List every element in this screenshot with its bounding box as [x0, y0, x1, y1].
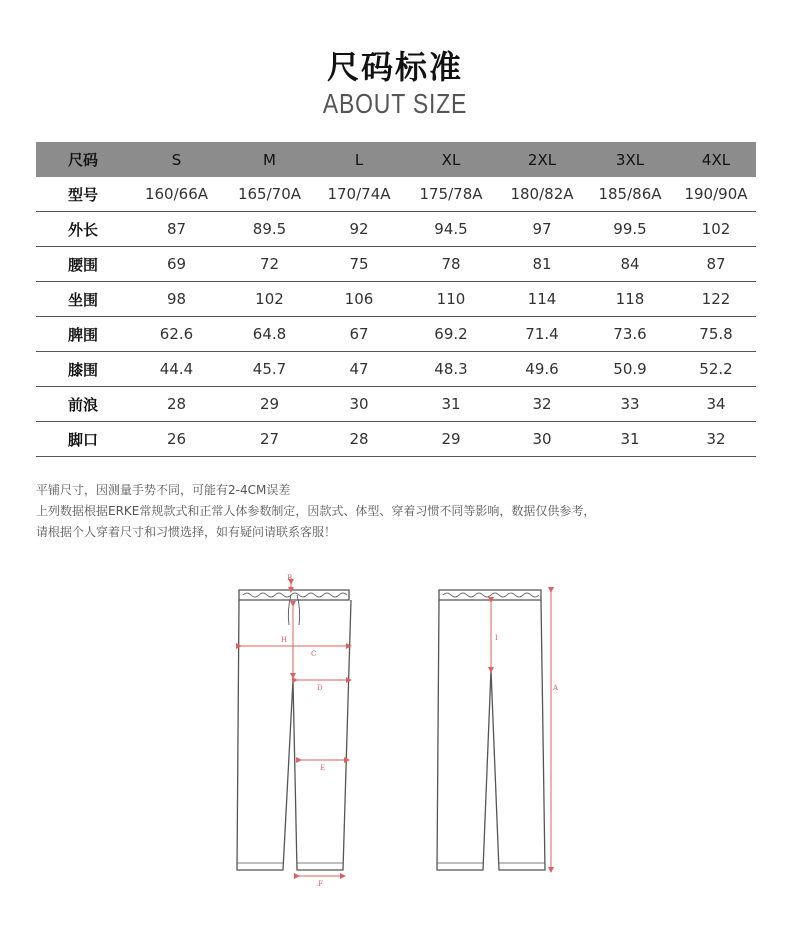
table-cell: 99.5 — [584, 212, 676, 247]
table-cell: 52.2 — [676, 352, 756, 387]
table-cell: 72 — [223, 247, 316, 282]
table-cell: 28 — [316, 422, 402, 457]
table-row — [36, 317, 756, 352]
table-row — [36, 352, 756, 387]
table-cell: 44.4 — [130, 352, 223, 387]
row-label: 膝围 — [36, 352, 130, 387]
table-cell: 28 — [130, 387, 223, 422]
header-cell: L — [316, 142, 402, 177]
table-cell: 98 — [130, 282, 223, 317]
note-line: 请根据个人穿着尺寸和习惯选择，如有疑问请联系客服！ — [36, 525, 337, 539]
page-subtitle: ABOUT SIZE — [322, 88, 468, 119]
table-cell: 75.8 — [676, 317, 756, 352]
table-cell: 45.7 — [223, 352, 316, 387]
table-cell: 49.6 — [500, 352, 584, 387]
header-cell: 4XL — [676, 142, 756, 177]
table-cell: 75 — [316, 247, 402, 282]
row-label: 前浪 — [36, 387, 130, 422]
table-cell: 26 — [130, 422, 223, 457]
row-label: 坐围 — [36, 282, 130, 317]
table-cell: 92 — [316, 212, 402, 247]
table-cell: 106 — [316, 282, 402, 317]
table-cell: 110 — [402, 282, 500, 317]
table-cell: 170/74A — [316, 177, 402, 212]
table-cell: 102 — [676, 212, 756, 247]
table-cell: 84 — [584, 247, 676, 282]
table-cell: 34 — [676, 387, 756, 422]
table-cell: 69.2 — [402, 317, 500, 352]
row-label: 外长 — [36, 212, 130, 247]
table-cell: 50.9 — [584, 352, 676, 387]
table-cell: 62.6 — [130, 317, 223, 352]
table-cell: 30 — [316, 387, 402, 422]
table-cell: 71.4 — [500, 317, 584, 352]
table-cell: 73.6 — [584, 317, 676, 352]
header-cell: 3XL — [584, 142, 676, 177]
table-cell: 94.5 — [402, 212, 500, 247]
label-f: F — [318, 880, 323, 888]
note-line: 上列数据根据ERKE常规款式和正常人体参数制定，因款式、体型、穿着习惯不同等影响，数据仅供参考， — [36, 504, 596, 518]
table-cell: 160/66A — [130, 177, 223, 212]
table-row — [36, 212, 756, 247]
table-cell: 67 — [316, 317, 402, 352]
table-cell: 122 — [676, 282, 756, 317]
row-label: 脾围 — [36, 317, 130, 352]
table-row — [36, 387, 756, 422]
note-line: 平铺尺寸，因测量手势不同，可能有2-4CM误差 — [36, 483, 291, 497]
table-cell: 48.3 — [402, 352, 500, 387]
table-cell: 81 — [500, 247, 584, 282]
table-cell: 118 — [584, 282, 676, 317]
label-c: C — [311, 650, 317, 658]
front-measure-labels — [281, 574, 325, 888]
table-cell: 190/90A — [676, 177, 756, 212]
table-cell: 175/78A — [402, 177, 500, 212]
table-cell: 185/86A — [584, 177, 676, 212]
table-cell: 33 — [584, 387, 676, 422]
table-row — [36, 177, 756, 212]
table-row — [36, 247, 756, 282]
back-measure-labels — [495, 634, 559, 692]
table-cell: 27 — [223, 422, 316, 457]
size-notes — [36, 480, 756, 543]
table-cell: 31 — [584, 422, 676, 457]
table-cell: 180/82A — [500, 177, 584, 212]
table-cell: 32 — [676, 422, 756, 457]
pants-measurement-diagram — [225, 570, 575, 890]
table-cell: 32 — [500, 387, 584, 422]
table-cell: 29 — [402, 422, 500, 457]
header-cell-size: 尺码 — [36, 142, 130, 177]
table-cell: 64.8 — [223, 317, 316, 352]
table-cell: 89.5 — [223, 212, 316, 247]
table-row — [36, 422, 756, 457]
label-d: D — [317, 684, 323, 692]
table-cell: 47 — [316, 352, 402, 387]
header-cell: S — [130, 142, 223, 177]
header-cell: M — [223, 142, 316, 177]
size-table — [36, 142, 756, 457]
table-cell: 87 — [130, 212, 223, 247]
label-i: I — [495, 634, 498, 642]
table-header-row — [36, 142, 756, 177]
row-label: 腰围 — [36, 247, 130, 282]
table-cell: 31 — [402, 387, 500, 422]
label-b: B — [287, 574, 293, 582]
label-h: H — [281, 636, 288, 644]
label-e: E — [320, 764, 326, 772]
header-cell: 2XL — [500, 142, 584, 177]
table-cell: 102 — [223, 282, 316, 317]
table-cell: 29 — [223, 387, 316, 422]
table-cell: 114 — [500, 282, 584, 317]
label-a: A — [553, 684, 559, 692]
header-cell: XL — [402, 142, 500, 177]
page-title: 尺码标准 — [326, 48, 463, 86]
row-label: 型号 — [36, 177, 130, 212]
table-cell: 78 — [402, 247, 500, 282]
table-cell: 87 — [676, 247, 756, 282]
table-cell: 97 — [500, 212, 584, 247]
table-cell: 69 — [130, 247, 223, 282]
table-cell: 165/70A — [223, 177, 316, 212]
table-row — [36, 282, 756, 317]
row-label: 脚口 — [36, 422, 130, 457]
pants-front-outline — [237, 590, 351, 870]
table-cell: 30 — [500, 422, 584, 457]
